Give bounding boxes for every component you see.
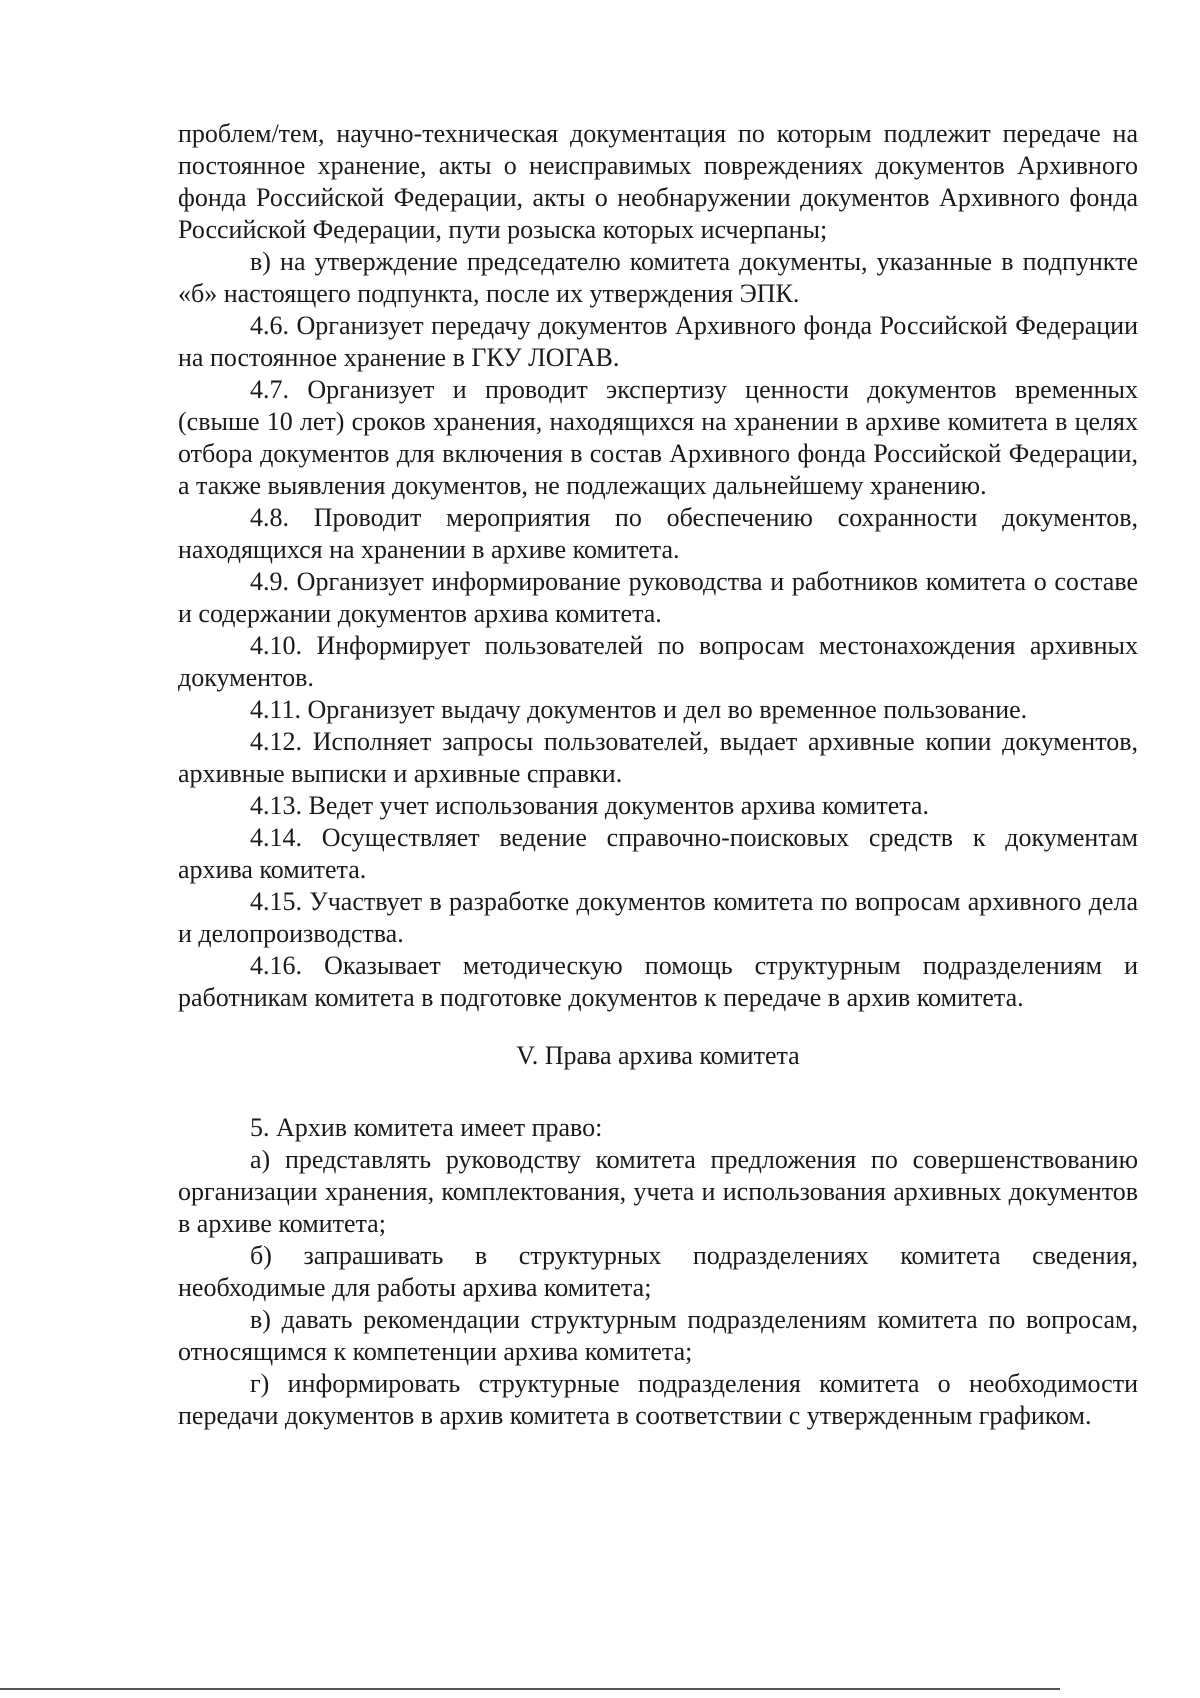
section-heading: V. Права архива комитета (516, 1041, 800, 1070)
paragraph-4-12: 4.12. Исполняет запросы пользователей, выдает архивные копии документов, архивные выписки и архивные справки. (178, 727, 1138, 788)
document-body (178, 118, 1138, 1432)
paragraph-5-a: а) представлять руководству комитета предложения по совершенствованию организации хранения, комплектования, учета и использования архивных документов в архиве комитета; (178, 1145, 1138, 1238)
paragraph-4-9: 4.9. Организует информирование руководства и работников комитета о составе и содержании документов архива комитета. (178, 567, 1138, 628)
paragraph-4-10: 4.10. Информирует пользователей по вопросам местонахождения архивных документов. (178, 631, 1138, 692)
paragraph-5: 5. Архив комитета имеет право: (250, 1113, 603, 1142)
paragraph-5-v: в) давать рекомендации структурным подразделениям комитета по вопросам, относящимся к компетенции архива комитета; (178, 1305, 1138, 1366)
scan-edge-line (0, 1688, 1060, 1690)
paragraph-4-8: 4.8. Проводит мероприятия по обеспечению сохранности документов, находящихся на хранении в архиве комитета. (178, 503, 1138, 564)
paragraph-4-15: 4.15. Участвует в разработке документов комитета по вопросам архивного дела и делопроизводства. (178, 887, 1138, 948)
paragraph-4-11: 4.11. Организует выдачу документов и дел во временное пользование. (250, 695, 1028, 724)
paragraph: в) на утверждение председателю комитета документы, указанные в подпункте «б» настоящего подпункта, после их утверждения ЭПК. (178, 247, 1138, 308)
paragraph-4-16: 4.16. Оказывает методическую помощь структурным подразделениям и работникам комитета в подготовке документов к передаче в архив комитета. (178, 951, 1138, 1012)
paragraph-4-6: 4.6. Организует передачу документов Архивного фонда Российской Федерации на постоянное хранение в ГКУ ЛОГАВ. (178, 311, 1138, 372)
paragraph-4-7: 4.7. Организует и проводит экспертизу ценности документов временных (свыше 10 лет) сроков хранения, находящихся на хранении в архиве комитета в целях отбора документов для включения в состав Архивного фонда Российской Федерации, а также выявления документов, не подлежащих дальнейшему хранению. (178, 375, 1138, 500)
paragraph-5-b: б) запрашивать в структурных подразделениях комитета сведения, необходимые для работы архива комитета; (178, 1241, 1138, 1302)
paragraph: проблем/тем, научно-техническая документация по которым подлежит передаче на постоянное хранение, акты о неисправимых повреждениях документов Архивного фонда Российской Федерации, акты о необнаружении документов Архивного фонда Российской Федерации, пути розыска которых исчерпаны; (178, 119, 1138, 244)
paragraph-4-13: 4.13. Ведет учет использования документов архива комитета. (250, 791, 929, 820)
paragraph-4-14: 4.14. Осуществляет ведение справочно-поисковых средств к документам архива комитета. (178, 823, 1138, 884)
paragraph-5-g: г) информировать структурные подразделения комитета о необходимости передачи документов в архив комитета в соответствии с утвержденным графиком. (178, 1369, 1138, 1430)
